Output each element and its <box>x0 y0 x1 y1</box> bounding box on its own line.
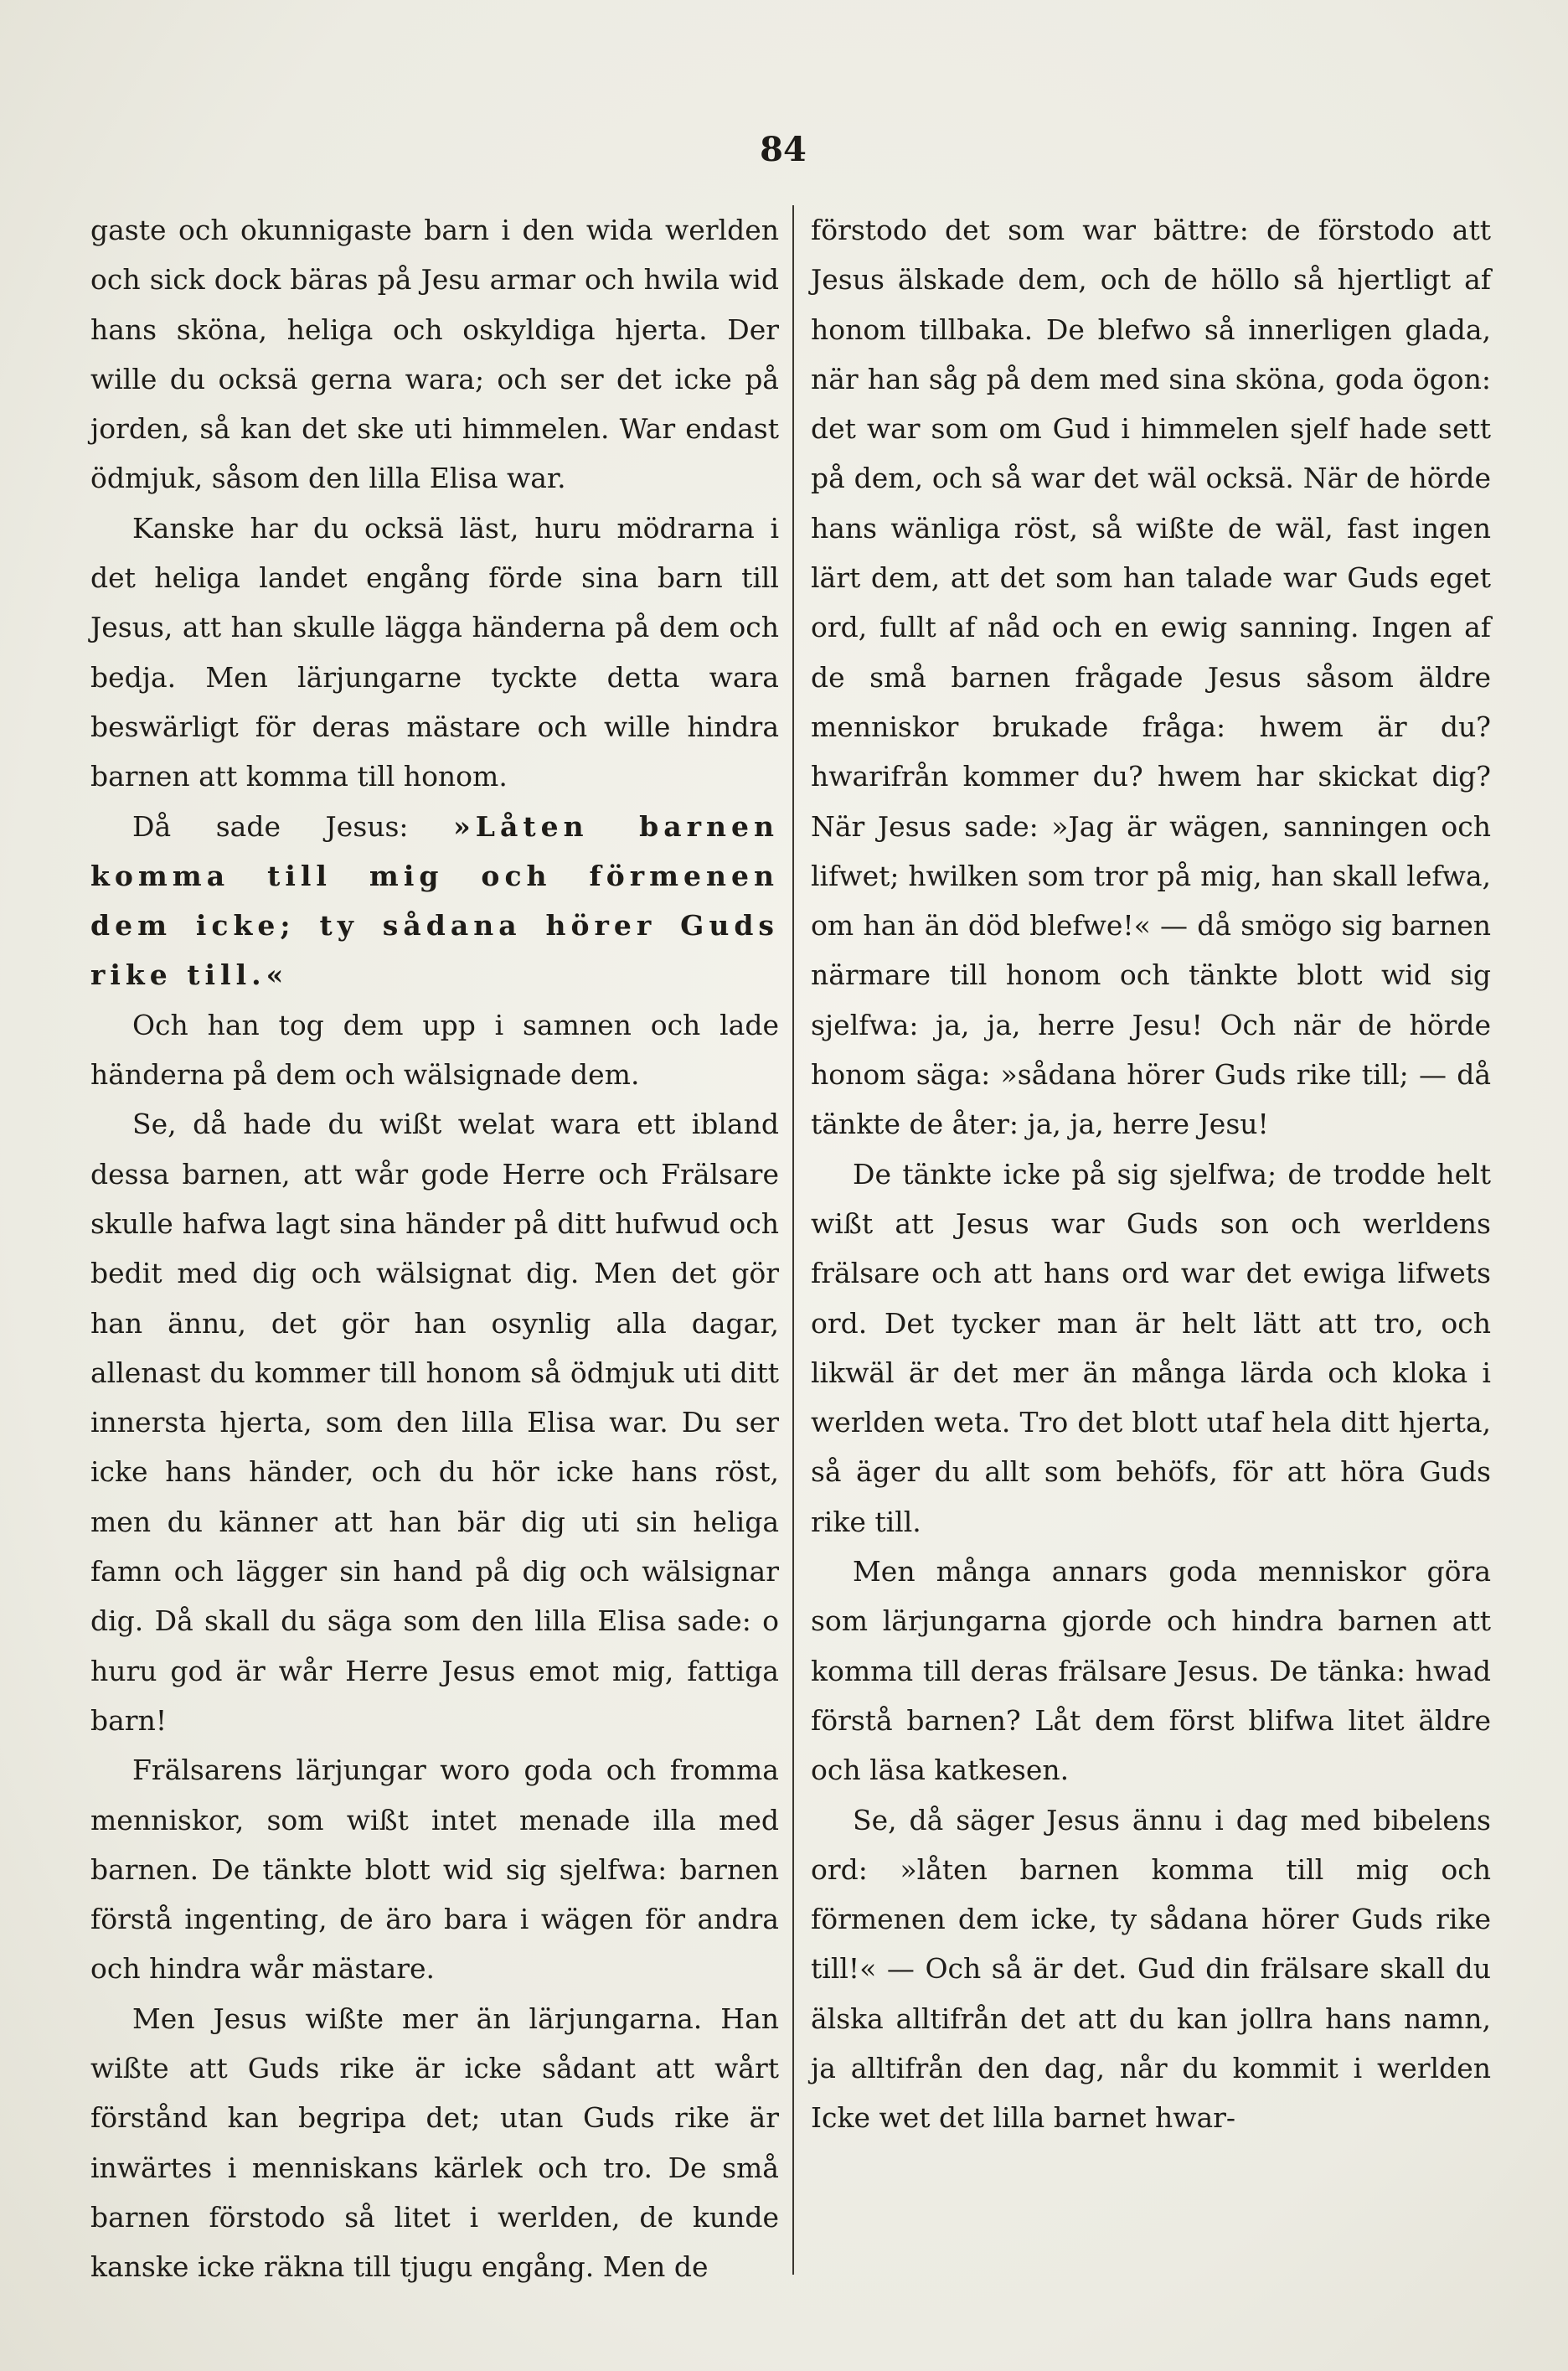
page-number: 84 <box>760 130 807 169</box>
paragraph-quote <box>90 802 779 1000</box>
paragraph: Frälsarens lärjungar woro goda och fromma menniskor, som wißt intet menade illa med barnen. De tänkte blott wid sig sjelfwa: barnen förstå ingenting, de äro bara i wägen för andra och hindra wår mästare. <box>90 1754 779 1986</box>
paragraph: Se, då säger Jesus ännu i dag med bibelens ord: »låten barnen komma till mig och förmenen dem icke, ty sådana hörer Guds rike till!« — Och så är det. Gud din frälsare skall du älska alltifrån det att du kan jollra hans namn, ja alltifrån den dag, når du kommit i werlden Icke wet det lilla barnet hwar- <box>811 1803 1491 2135</box>
paragraph: Och han tog dem upp i samnen och lade händerna på dem och wälsignade dem. <box>90 1008 779 1092</box>
paragraph: Men Jesus wißte mer än lärjungarna. Han wißte att Guds rike är icke sådant att wårt förstånd kan begripa det; utan Guds rike är inwärtes i menniskans kärlek och tro. De små barnen förstodo så litet i werlden, de kunde kanske icke räkna till tjugu engång. Men de <box>90 2002 779 2284</box>
paragraph: förstodo det som war bättre: de förstodo att Jesus älskade dem, och de höllo så hjertligt af honom tillbaka. De blefwo så innerligen glada, när han såg på dem med sina sköna, goda ögon: det war som om Gud i himmelen sjelf hade sett på dem, och så war det wäl ocksä. När de hörde hans wänliga röst, så wißte de wäl, fast ingen lärt dem, att det som han talade war Guds eget ord, fullt af nåd och en ewig sanning. Ingen af de små barnen frågade Jesus såsom äldre menniskor brukade fråga: hwem är du? hwarifrån kommer du? hwem har skickat dig? När Jesus sade: »Jag är wägen, sanningen och lifwet; hwilken som tror på mig, han skall lefwa, om han än död blefwe!« — då smögo sig barnen närmare till honom och tänkte blott wid sig sjelfwa: ja, ja, herre Jesu! Och när de hörde honom säga: »sådana hörer Guds rike till; — då tänkte de åter: ja, ja, herre Jesu! <box>811 214 1491 1141</box>
left-column <box>90 205 779 2291</box>
column-divider <box>792 205 794 2275</box>
paragraph: Se, då hade du wißt welat wara ett ibland dessa barnen, att wår gode Herre och Frälsare skulle hafwa lagt sina händer på ditt hufwud och bedit med dig och wälsignat dig. Men det gör han ännu, det gör han osynlig alla dagar, allenast du kommer till honom så ödmjuk uti ditt innersta hjerta, som den lilla Elisa war. Du ser icke hans händer, och du hör icke hans röst, men du känner att han bär dig uti sin heliga famn och lägger sin hand på dig och wälsignar dig. Då skall du säga som den lilla Elisa sade: o huru god är wår Herre Jesus emot mig, fattiga barn! <box>90 1108 779 1737</box>
paragraph: Kanske har du ocksä läst, huru mödrarna i det heliga landet engång förde sina barn till Jesus, att han skulle lägga händerna på dem och bedja. Men lärjungarne tyckte detta wara beswärligt för deras mästare och wille hindra barnen att komma till honom. <box>90 511 779 793</box>
paragraph: De tänkte icke på sig sjelfwa; de trodde helt wißt att Jesus war Guds son och werldens frälsare och att hans ord war det ewiga lifwets ord. Det tycker man är helt lätt att tro, och likwäl är det mer än många lärda och kloka i werlden weta. Tro det blott utaf hela ditt hjerta, så äger du allt som behöfs, för att höra Guds rike till. <box>811 1157 1491 1538</box>
scripture-quote: »Låten barnen komma till mig och förmenen dem icke; ty sådana hörer Guds rike till.« <box>90 809 780 992</box>
paragraph: gaste och okunnigaste barn i den wida werlden och sick dock bäras på Jesu armar och hwila wid hans sköna, heliga och oskyldiga hjerta. Der wille du ocksä gerna wara; och ser det icke på jorden, så kan det ske uti himmelen. War endast ödmjuk, såsom den lilla Elisa war. <box>90 214 779 495</box>
quote-intro: Då sade Jesus: <box>132 809 409 843</box>
paragraph: Men många annars goda menniskor göra som lärjungarna gjorde och hindra barnen att komma till deras frälsare Jesus. De tänka: hwad förstå barnen? Låt dem först blifwa litet äldre och läsa katkesen. <box>811 1555 1491 1787</box>
right-column <box>811 205 1491 2143</box>
